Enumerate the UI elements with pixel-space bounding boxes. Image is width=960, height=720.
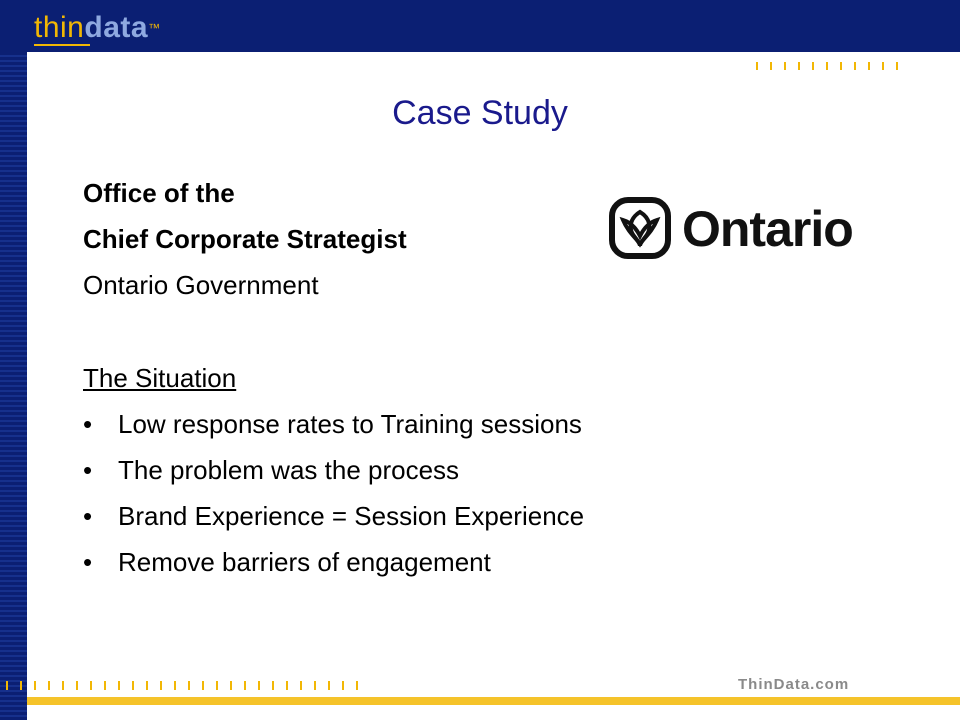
thindata-logo xyxy=(34,10,161,46)
logo-thin-text: thin xyxy=(34,11,85,44)
logo-underline xyxy=(34,44,90,46)
section-heading: The Situation xyxy=(83,363,237,393)
bullet-text: The problem was the process xyxy=(118,455,460,485)
bullet-dot: • xyxy=(83,547,93,577)
bullet-text: Brand Experience = Session Experience xyxy=(118,501,585,531)
bullet-dot: • xyxy=(83,501,93,531)
bullet-dot: • xyxy=(83,409,93,439)
logo-trademark: ™ xyxy=(148,21,161,35)
footer-brand: ThinData.com xyxy=(738,676,850,693)
org-line-2: Chief Corporate Strategist xyxy=(83,224,407,254)
footer-gold-line xyxy=(27,697,960,705)
org-line-3: Ontario Government xyxy=(83,270,319,300)
org-line-1: Office of the xyxy=(83,178,235,208)
bullet-text: Remove barriers of engagement xyxy=(118,547,491,577)
logo-data-text: data xyxy=(84,11,149,44)
decorative-ticks-top xyxy=(756,62,906,70)
bullet-text: Low response rates to Training sessions xyxy=(118,409,582,439)
decorative-ticks-bottom xyxy=(6,681,366,690)
slide-title: Case Study xyxy=(392,94,568,132)
trillium-icon xyxy=(608,196,672,260)
ontario-wordmark: Ontario xyxy=(682,201,853,257)
bullet-dot: • xyxy=(83,455,93,485)
left-side-bar xyxy=(0,52,27,720)
